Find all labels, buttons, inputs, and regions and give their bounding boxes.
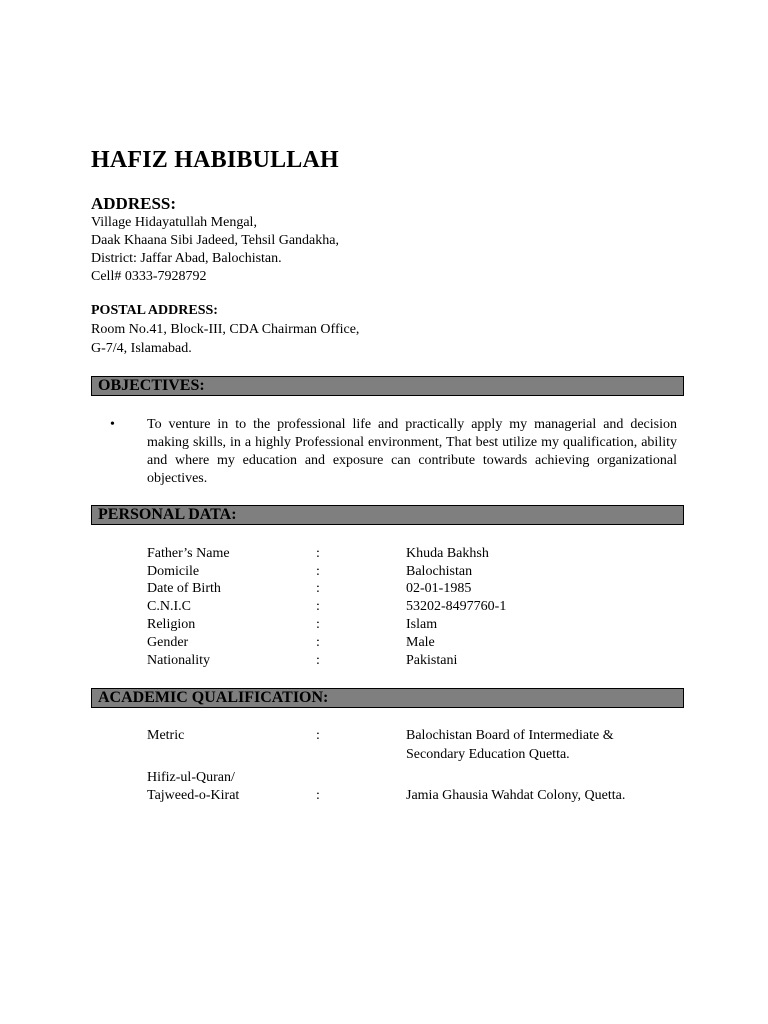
objectives-heading: OBJECTIVES:: [98, 377, 205, 394]
row-label: Domicile: [147, 564, 200, 579]
row-value: Jamia Ghausia Wahdat Colony, Quetta.: [406, 788, 626, 803]
row-label: Hifiz-ul-Quran/: [147, 770, 235, 785]
personal-row-date-of-birth: [147, 580, 687, 598]
row-label: Gender: [147, 635, 189, 650]
personal-data-section-bar: [91, 505, 684, 525]
row-label: Father’s Name: [147, 546, 230, 561]
row-value: Khuda Bakhsh: [406, 546, 489, 561]
row-value: Secondary Education Quetta.: [406, 747, 570, 762]
academic-heading: ACADEMIC QUALIFICATION:: [98, 689, 329, 706]
row-value: Pakistani: [406, 653, 458, 668]
row-value: Balochistan: [406, 564, 473, 579]
personal-row-religion: [147, 616, 687, 634]
personal-row-nationality: [147, 652, 687, 670]
row-label: Tajweed-o-Kirat: [147, 788, 240, 803]
row-value: Male: [406, 635, 435, 650]
row-label: Date of Birth: [147, 581, 221, 596]
postal-address-heading: POSTAL ADDRESS:: [91, 303, 218, 318]
academic-row-hifiz-cont: [147, 787, 687, 805]
row-separator: :: [316, 564, 320, 579]
row-label: Nationality: [147, 653, 210, 668]
address-line: District: Jaffar Abad, Balochistan.: [91, 251, 282, 266]
row-value: 02-01-1985: [406, 581, 472, 596]
objectives-section-bar: [91, 376, 684, 396]
personal-row-cnic: [147, 598, 687, 616]
row-separator: :: [316, 653, 320, 668]
row-separator: :: [316, 728, 320, 743]
row-separator: :: [316, 581, 320, 596]
row-label: Metric: [147, 728, 185, 743]
candidate-name: HAFIZ HABIBULLAH: [91, 147, 339, 173]
row-separator: :: [316, 599, 320, 614]
cell-number: Cell# 0333-7928792: [91, 269, 207, 284]
postal-address-line: G-7/4, Islamabad.: [91, 341, 192, 356]
row-value: 53202-8497760-1: [406, 599, 507, 614]
row-value: Islam: [406, 617, 438, 632]
row-separator: :: [316, 546, 320, 561]
personal-row-fathers-name: [147, 545, 687, 563]
academic-section-bar: [91, 688, 684, 708]
postal-address-line: Room No.41, Block-III, CDA Chairman Office,: [91, 322, 360, 337]
address-heading: ADDRESS:: [91, 194, 177, 213]
row-separator: :: [316, 617, 320, 632]
row-separator: :: [316, 635, 320, 650]
row-separator: :: [316, 788, 320, 803]
academic-row-metric-cont: [147, 746, 687, 764]
row-label: C.N.I.C: [147, 599, 191, 614]
objective-text: To venture in to the professional life and practically apply my managerial and decision making skills, in a highly Professional environment, That best utilize my qualification, ability and where my education and exposure can contribute towards achieving organizational objectives.: [147, 417, 677, 486]
personal-data-heading: PERSONAL DATA:: [98, 506, 237, 523]
academic-row-metric: [147, 727, 687, 745]
address-line: Village Hidayatullah Mengal,: [91, 215, 257, 230]
personal-row-domicile: [147, 563, 687, 581]
row-value: Balochistan Board of Intermediate &: [406, 728, 614, 743]
bullet-icon: •: [110, 417, 115, 432]
address-line: Daak Khaana Sibi Jadeed, Tehsil Gandakha,: [91, 233, 339, 248]
academic-row-hifiz: [147, 769, 687, 787]
row-label: Religion: [147, 617, 196, 632]
personal-row-gender: [147, 634, 687, 652]
